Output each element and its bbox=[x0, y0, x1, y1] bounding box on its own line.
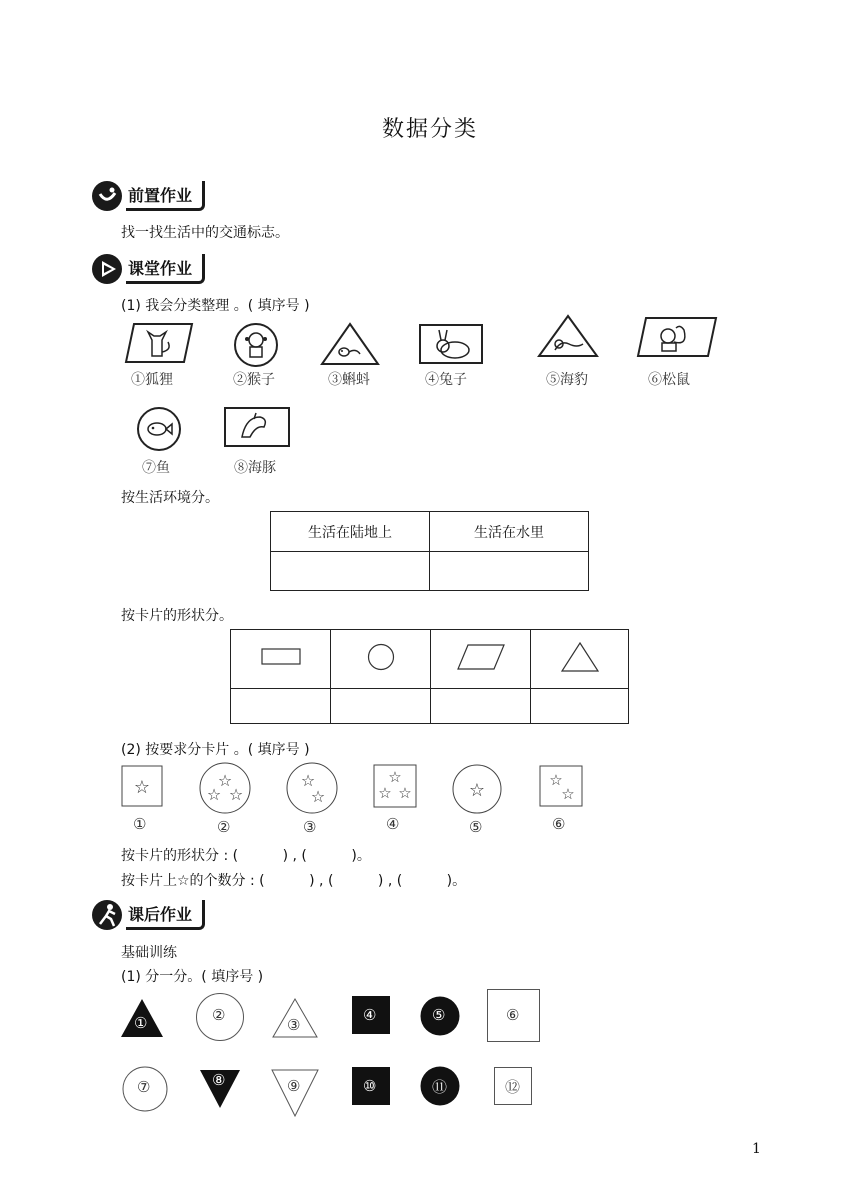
parallelogram-icon bbox=[431, 630, 531, 689]
tadpole-icon bbox=[320, 322, 380, 366]
answer-line-shape[interactable]: 按卡片的形状分 : ( ) , ( )。 bbox=[121, 848, 371, 864]
shape-number: ⑪ bbox=[432, 1078, 448, 1096]
card-squirrel bbox=[636, 316, 718, 362]
shape-3 bbox=[272, 998, 318, 1042]
svg-text:☆: ☆ bbox=[300, 771, 316, 790]
rabbit-icon bbox=[419, 324, 483, 364]
section-title: 基础训练 bbox=[121, 945, 177, 961]
answer-cell[interactable] bbox=[531, 689, 629, 724]
card-label: ⑧海豚 bbox=[234, 460, 276, 476]
by-environment-label: 按生活环境分。 bbox=[121, 490, 219, 506]
shape-number: ② bbox=[212, 1006, 226, 1024]
answer-line-stars[interactable]: 按卡片上☆的个数分 : ( ) , ( ) , ( )。 bbox=[121, 873, 467, 889]
question-1-title: (1) 我会分类整理 。( 填序号 ) bbox=[121, 298, 310, 314]
answer-cell[interactable] bbox=[431, 689, 531, 724]
page-number: 1 bbox=[752, 1141, 761, 1157]
shape-1 bbox=[120, 998, 164, 1042]
after-homework-badge bbox=[92, 900, 205, 930]
card-label: ⑥松鼠 bbox=[648, 372, 690, 388]
svg-text:☆: ☆ bbox=[378, 784, 392, 802]
star-card-4 bbox=[373, 764, 417, 812]
answer-cell[interactable] bbox=[271, 552, 430, 591]
svg-text:☆: ☆ bbox=[310, 787, 326, 806]
question-1-title: (1) 分一分。( 填序号 ) bbox=[121, 969, 264, 985]
svg-text:☆: ☆ bbox=[468, 780, 486, 801]
card-label: ③蝌蚪 bbox=[328, 372, 370, 388]
squirrel-icon bbox=[636, 316, 718, 358]
table-header: 生活在水里 bbox=[430, 512, 589, 552]
card-monkey bbox=[233, 322, 279, 372]
svg-text:☆: ☆ bbox=[388, 768, 402, 786]
monkey-icon bbox=[233, 322, 279, 368]
star-card-1 bbox=[121, 765, 163, 811]
card-label: ⑤海豹 bbox=[546, 372, 588, 388]
shape-number: ④ bbox=[363, 1006, 377, 1024]
class-homework-badge bbox=[92, 254, 205, 284]
fox-icon bbox=[124, 322, 194, 364]
shape-12 bbox=[494, 1067, 532, 1109]
card-label: ⑦鱼 bbox=[142, 460, 170, 476]
card-tadpole bbox=[320, 322, 380, 370]
shape-number: ⑥ bbox=[506, 1006, 520, 1024]
shape-number: ⑫ bbox=[505, 1078, 521, 1096]
play-icon bbox=[92, 254, 122, 284]
seal-icon bbox=[537, 314, 599, 358]
shape-11 bbox=[420, 1066, 460, 1110]
shape-number: ⑧ bbox=[212, 1071, 226, 1089]
card-fox bbox=[124, 322, 194, 368]
card-label: ④兔子 bbox=[425, 372, 467, 388]
pre-homework-text: 找一找生活中的交通标志。 bbox=[121, 225, 289, 241]
card-seal bbox=[537, 314, 599, 362]
shape-number: ⑨ bbox=[287, 1077, 301, 1095]
shape-number: ⑩ bbox=[363, 1077, 377, 1095]
environment-table bbox=[270, 511, 589, 591]
card-rabbit bbox=[419, 324, 483, 368]
star-card-2 bbox=[199, 762, 251, 818]
shape-number: ③ bbox=[287, 1016, 301, 1034]
fish-icon bbox=[136, 406, 182, 452]
card-number: ⑤ bbox=[469, 818, 483, 836]
answer-cell[interactable] bbox=[430, 552, 589, 591]
smile-icon bbox=[92, 181, 122, 211]
shape-9 bbox=[271, 1069, 319, 1121]
shape-5 bbox=[420, 996, 460, 1040]
shape-number: ⑤ bbox=[432, 1006, 446, 1024]
svg-text:☆: ☆ bbox=[398, 784, 412, 802]
circle-icon bbox=[331, 630, 431, 689]
star-card-6 bbox=[539, 765, 583, 811]
shape-10 bbox=[352, 1067, 390, 1109]
card-label: ②猴子 bbox=[233, 372, 275, 388]
shape-number: ① bbox=[134, 1014, 148, 1032]
triangle-icon bbox=[531, 630, 629, 689]
shape-number: ⑦ bbox=[137, 1078, 151, 1096]
shape-6 bbox=[487, 989, 541, 1047]
svg-text:☆: ☆ bbox=[549, 771, 563, 789]
star-card-3 bbox=[286, 762, 338, 818]
pre-homework-badge bbox=[92, 181, 205, 211]
card-number: ③ bbox=[303, 818, 317, 836]
card-number: ① bbox=[133, 815, 147, 833]
badge-label: 课堂作业 bbox=[126, 254, 205, 284]
card-fish bbox=[136, 406, 182, 456]
table-header: 生活在陆地上 bbox=[271, 512, 430, 552]
svg-text:☆: ☆ bbox=[206, 785, 222, 804]
page-title: 数据分类 bbox=[381, 117, 478, 142]
card-number: ④ bbox=[386, 815, 400, 833]
shape-7 bbox=[122, 1066, 168, 1116]
svg-text:☆: ☆ bbox=[228, 785, 244, 804]
badge-label: 课后作业 bbox=[126, 900, 205, 930]
star-card-5 bbox=[452, 764, 502, 818]
badge-label: 前置作业 bbox=[126, 181, 205, 211]
card-label: ①狐狸 bbox=[131, 372, 173, 388]
question-2-title: (2) 按要求分卡片 。( 填序号 ) bbox=[121, 742, 310, 758]
svg-text:☆: ☆ bbox=[561, 785, 575, 803]
answer-cell[interactable] bbox=[231, 689, 331, 724]
by-shape-label: 按卡片的形状分。 bbox=[121, 608, 233, 624]
card-dolphin bbox=[224, 407, 290, 451]
answer-cell[interactable] bbox=[331, 689, 431, 724]
shape-table bbox=[230, 629, 629, 724]
svg-text:☆: ☆ bbox=[133, 777, 151, 798]
svg-text:☆: ☆ bbox=[217, 771, 233, 790]
rectangle-icon bbox=[231, 630, 331, 689]
shape-2 bbox=[195, 992, 245, 1046]
card-number: ② bbox=[217, 818, 231, 836]
dolphin-icon bbox=[224, 407, 290, 447]
runner-icon bbox=[92, 900, 122, 930]
shape-8 bbox=[199, 1069, 241, 1113]
shape-4 bbox=[352, 996, 390, 1038]
card-number: ⑥ bbox=[552, 815, 566, 833]
